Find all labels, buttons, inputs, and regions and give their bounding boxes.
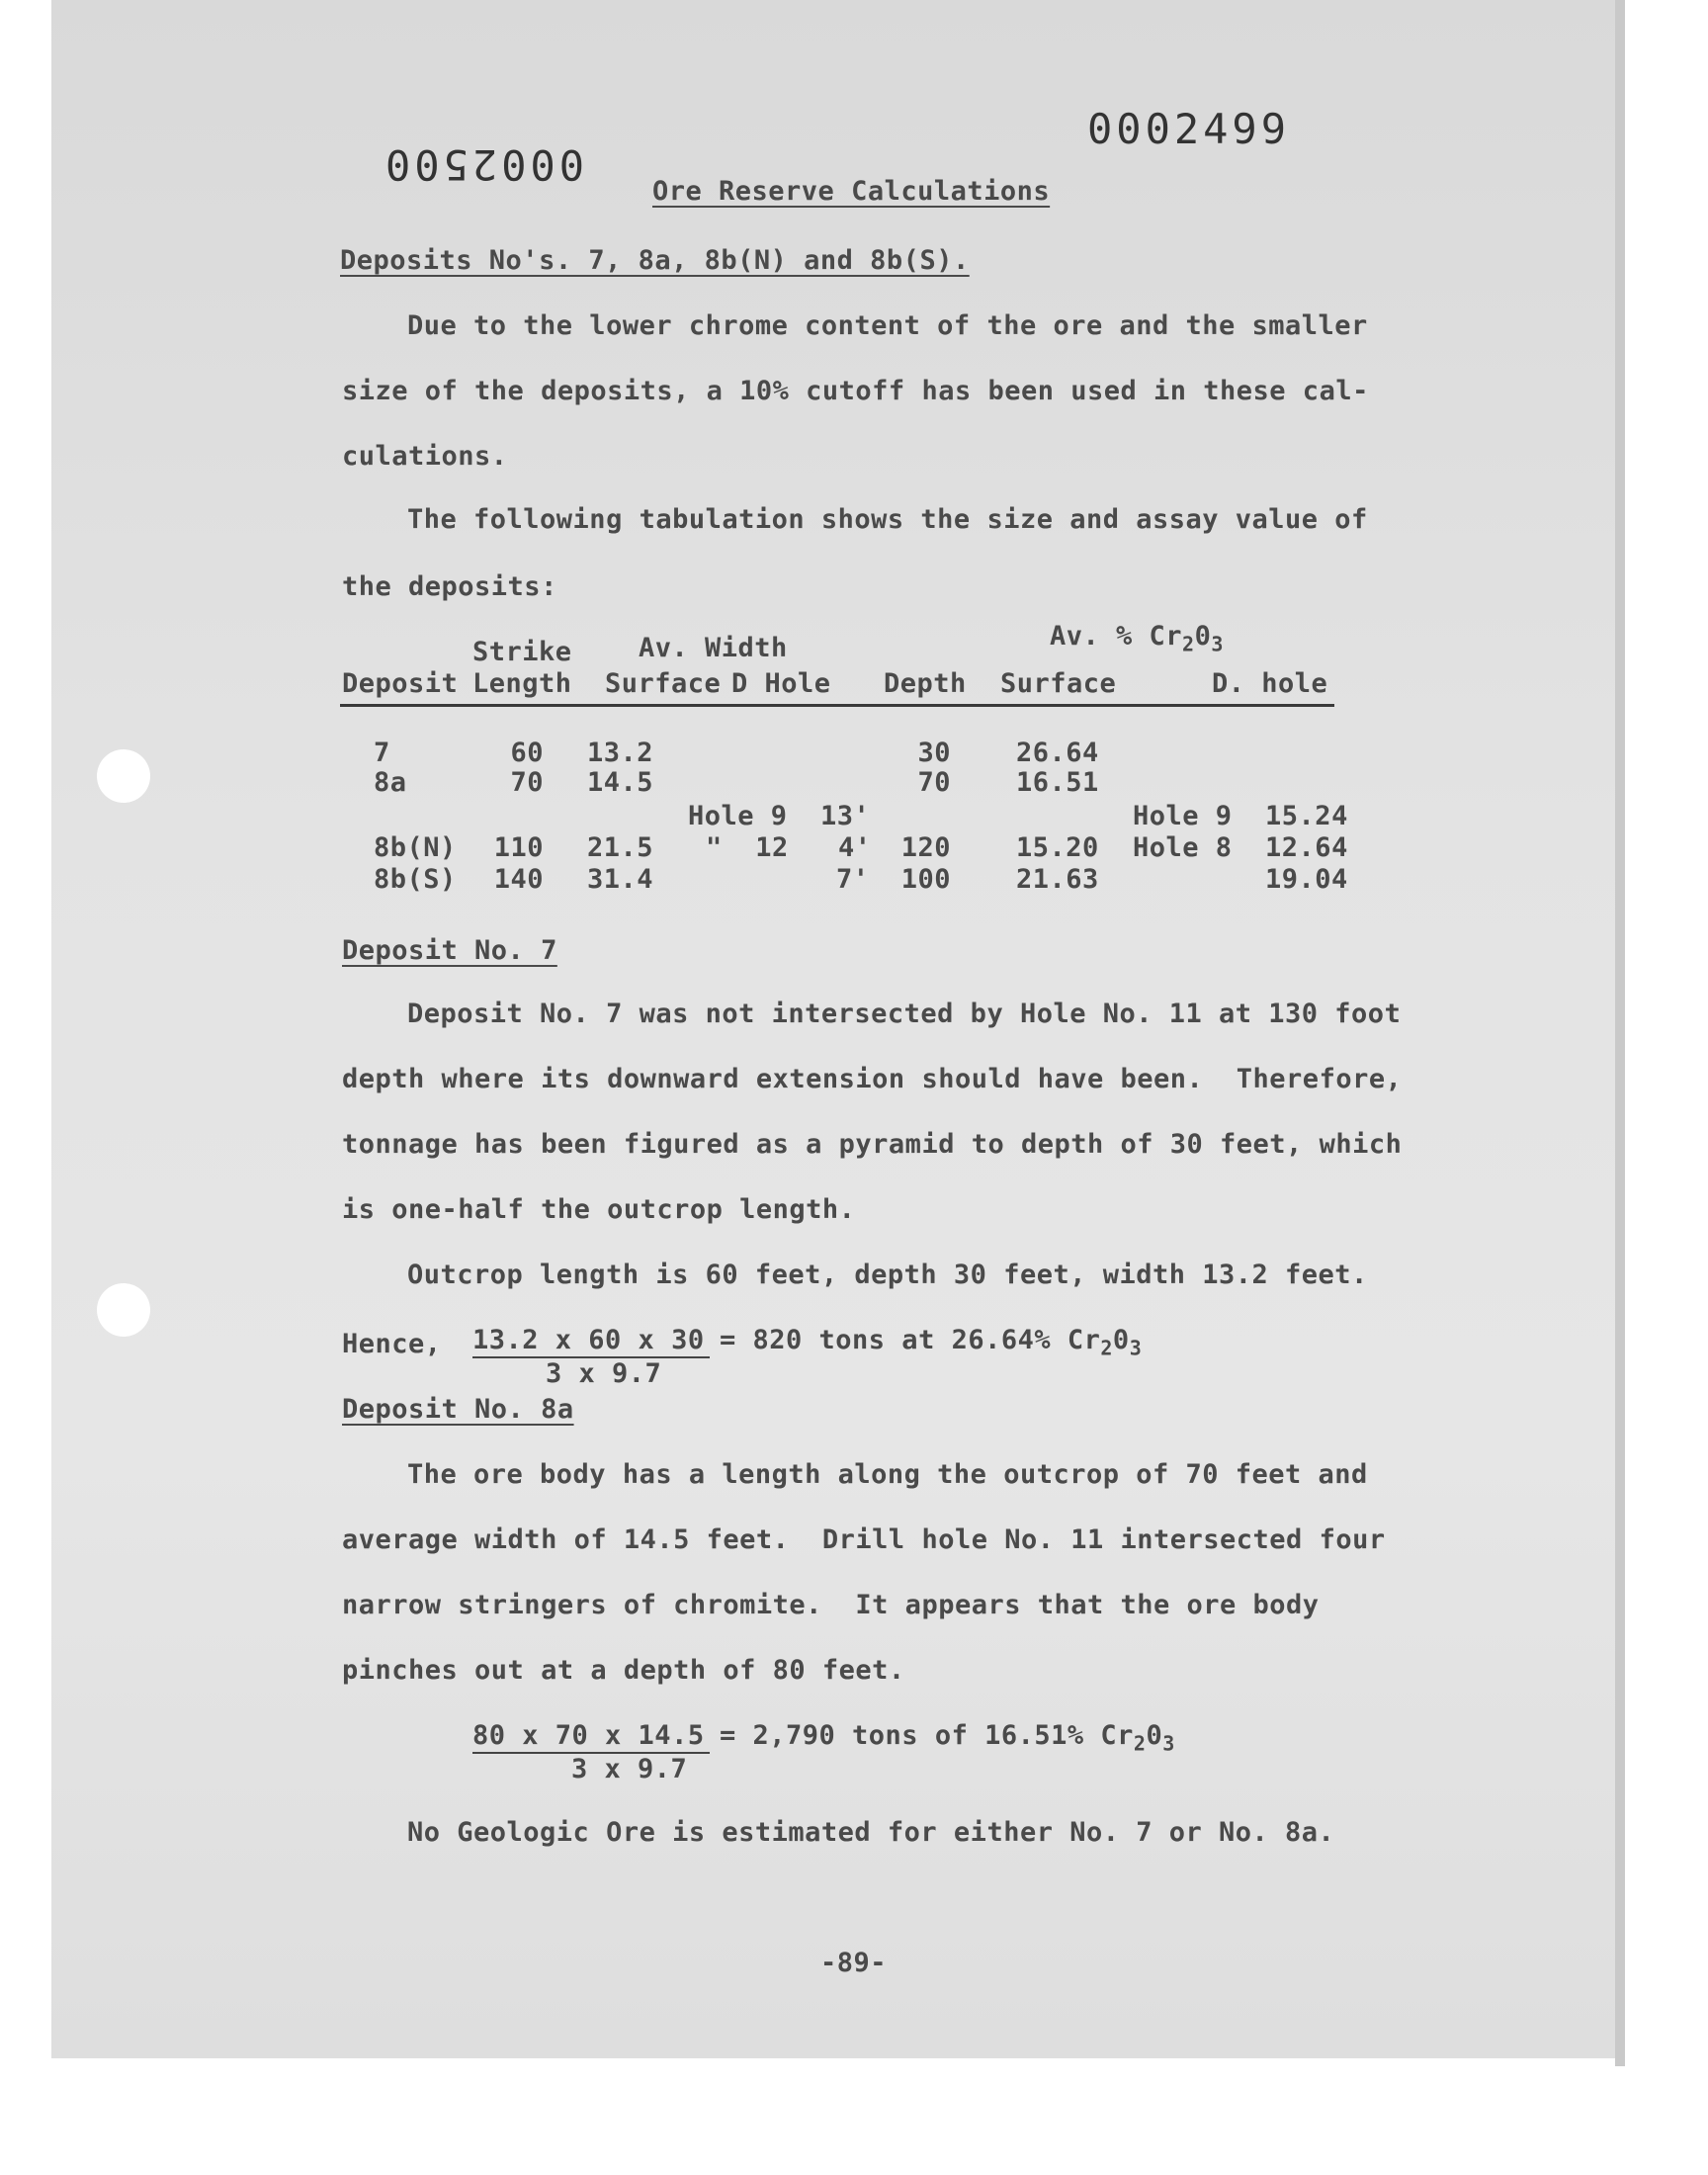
closing-statement: No Geologic Ore is estimated for either No. 7 or No. 8a. — [407, 1817, 1335, 1848]
table-cell: 16.51 — [1016, 767, 1099, 798]
paragraph-line: the deposits: — [342, 571, 557, 602]
table-cell: 31.4 — [587, 864, 654, 895]
table-cell: 13.2 — [587, 738, 654, 768]
table-cell: 120 — [900, 832, 951, 863]
table-cell: 19.04 — [1265, 864, 1348, 895]
table-cell: 60 — [510, 738, 544, 768]
table-cell: Hole 9 15.24 — [1133, 801, 1348, 831]
formula-numerator: 13.2 x 60 x 30 — [472, 1325, 705, 1355]
table-cell: 70 — [917, 767, 951, 798]
paragraph-line: Due to the lower chrome content of the ore and the smaller — [407, 310, 1368, 341]
page-edge — [1615, 0, 1625, 2066]
table-cell: Hole 8 12.64 — [1133, 832, 1348, 863]
punch-hole-bottom — [97, 1283, 150, 1337]
header-strike: Strike — [472, 637, 572, 667]
table-cell: 30 — [917, 738, 951, 768]
formula-result: = 2,790 tons of 16.51% $Cr_20_3$ — [720, 1720, 1175, 1756]
paragraph-line: culations. — [342, 441, 508, 472]
header-avwidth: Av. Width — [639, 633, 788, 663]
table-cell: 110 — [493, 832, 544, 863]
header-dhole: D Hole — [731, 668, 831, 699]
formula-numerator: 80 x 70 x 14.5 — [472, 1720, 705, 1751]
table-header-rule — [340, 704, 1334, 707]
page-title: Ore Reserve Calculations — [652, 176, 1051, 207]
table-cell: 70 — [510, 767, 544, 798]
formula-label: Hence, — [342, 1329, 442, 1359]
paragraph-line: The following tabulation shows the size and assay value of — [407, 504, 1368, 535]
header-surface: Surface — [605, 668, 722, 699]
formula-result: = 820 tons at 26.64% $Cr_20_3$ — [720, 1325, 1143, 1360]
table-cell: 14.5 — [587, 767, 654, 798]
paragraph-line: narrow stringers of chromite. It appears that the ore body — [342, 1590, 1320, 1620]
paragraph-line: Deposit No. 7 was not intersected by Hole No. 11 at 130 foot — [407, 999, 1402, 1029]
formula-denominator: 3 x 9.7 — [546, 1358, 662, 1389]
table-cell: 15.20 — [1016, 832, 1099, 863]
table-cell: 100 — [900, 864, 951, 895]
table-cell: " 12 4' — [706, 832, 872, 863]
table-cell: 7 — [374, 738, 390, 768]
header-depth: Depth — [884, 668, 967, 699]
section-heading: Deposits No's. 7, 8a, 8b(N) and 8b(S). — [340, 245, 970, 276]
document-stamp-right: 0002499 — [1087, 105, 1291, 153]
formula-denominator: 3 x 9.7 — [571, 1754, 688, 1784]
table-cell: 21.5 — [587, 832, 654, 863]
header-cr-dhole: D. hole — [1212, 668, 1328, 699]
table-cell: 8b(N) — [374, 832, 457, 863]
paragraph-line: pinches out at a depth of 80 feet. — [342, 1655, 905, 1686]
punch-hole-top — [97, 749, 150, 803]
table-cell: 21.63 — [1016, 864, 1099, 895]
document-stamp-left: 0002500 — [382, 140, 585, 189]
header-cr-surface: Surface — [1000, 668, 1117, 699]
header-avcr: Av. % $Cr_20_3$ — [1050, 621, 1224, 656]
header-length: Length — [472, 668, 572, 699]
table-cell: 140 — [493, 864, 544, 895]
paragraph-line: tonnage has been figured as a pyramid to depth of 30 feet, which — [342, 1129, 1403, 1160]
paragraph-line: depth where its downward extension should have been. Therefore, — [342, 1064, 1403, 1094]
header-deposit: Deposit — [342, 668, 459, 699]
deposit-8a-heading: Deposit No. 8a — [342, 1394, 574, 1425]
paragraph-line: is one-half the outcrop length. — [342, 1194, 856, 1225]
table-cell: 8b(S) — [374, 864, 457, 895]
paragraph-line: The ore body has a length along the outcrop of 70 feet and — [407, 1459, 1368, 1490]
paragraph-line: Outcrop length is 60 feet, depth 30 feet, width 13.2 feet. — [407, 1260, 1368, 1290]
deposit-7-heading: Deposit No. 7 — [342, 935, 557, 966]
paragraph-line: average width of 14.5 feet. Drill hole No. 11 intersected four — [342, 1524, 1386, 1555]
paragraph-line: size of the deposits, a 10% cutoff has been used in these cal- — [342, 376, 1369, 406]
page-number: -89- — [820, 1948, 888, 1978]
table-cell: 7' — [836, 864, 870, 895]
table-cell: 26.64 — [1016, 738, 1099, 768]
table-cell: 8a — [374, 767, 407, 798]
table-cell: Hole 9 13' — [688, 801, 871, 831]
